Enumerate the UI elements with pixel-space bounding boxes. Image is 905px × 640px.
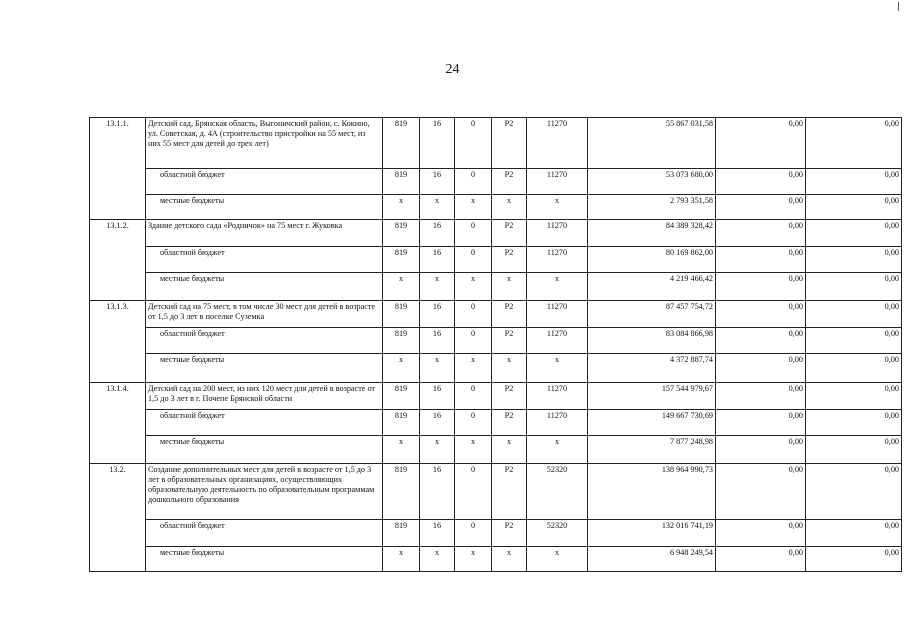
item-name: местные бюджеты [146,436,383,464]
amount-cell: 157 544 979,67 [588,383,716,410]
item-name: местные бюджеты [146,273,383,301]
budget-code-cell: P2 [492,464,527,520]
amount-cell: 80 169 862,00 [588,247,716,273]
budget-code-cell: P2 [492,301,527,328]
amount-cell: 0,00 [806,195,902,220]
budget-code-cell: 0 [455,520,492,547]
budget-code-cell: P2 [492,220,527,247]
page-number: 24 [445,62,460,77]
amount-cell: 7 877 248,98 [588,436,716,464]
item-name: местные бюджеты [146,547,383,572]
budget-code-cell: 16 [420,247,455,273]
budget-code-cell: 0 [455,220,492,247]
budget-code-cell: 0 [455,464,492,520]
amount-cell: 55 867 031,58 [588,118,716,169]
budget-code-cell: P2 [492,383,527,410]
amount-cell: 0,00 [716,301,806,328]
budget-code-cell: x [420,436,455,464]
budget-code-cell: 0 [455,247,492,273]
amount-cell: 0,00 [806,301,902,328]
budget-code-cell: x [492,273,527,301]
amount-cell: 0,00 [716,436,806,464]
item-name: Детский сад на 75 мест, в том числе 30 мест для детей в возрасте от 1,5 до 3 лет в поселке Суземка [146,301,383,328]
budget-code-cell: x [420,273,455,301]
budget-code-cell: x [420,195,455,220]
budget-code-cell: 11270 [527,383,588,410]
budget-code-cell: 11270 [527,220,588,247]
table-row-subitem [90,520,902,547]
amount-cell: 0,00 [716,273,806,301]
amount-cell: 0,00 [806,273,902,301]
item-name: Создание дополнительных мест для детей в возрасте от 1,5 до 3 лет в образовательных организациях, осуществляющих образовательную деятельность по образовательным программам дошкольного образования [146,464,383,520]
budget-code-cell: x [383,547,420,572]
budget-code-cell: x [527,354,588,383]
budget-code-cell: x [455,195,492,220]
budget-code-cell: 819 [383,464,420,520]
budget-code-cell: x [383,273,420,301]
item-number: 13.1.4. [90,383,146,464]
budget-code-cell: 16 [420,520,455,547]
budget-code-cell: 819 [383,328,420,354]
item-number: 13.1.2. [90,220,146,301]
budget-code-cell: 0 [455,328,492,354]
budget-code-cell: 0 [455,118,492,169]
budget-code-cell: 16 [420,118,455,169]
table-row-subitem [90,195,902,220]
budget-code-cell: 52320 [527,464,588,520]
table-row-item [90,464,902,520]
amount-cell: 149 667 730,69 [588,410,716,436]
item-name: Здание детского сада «Родничок» на 75 мест г. Жуковка [146,220,383,247]
amount-cell: 0,00 [806,520,902,547]
amount-cell: 0,00 [806,354,902,383]
table-row-item [90,383,902,410]
budget-code-cell: 819 [383,118,420,169]
budget-code-cell: x [455,547,492,572]
budget-code-cell: 819 [383,520,420,547]
budget-code-cell: 16 [420,464,455,520]
budget-code-cell: 819 [383,383,420,410]
amount-cell: 0,00 [806,436,902,464]
budget-code-cell: x [455,436,492,464]
budget-code-cell: 52320 [527,520,588,547]
item-name: местные бюджеты [146,195,383,220]
budget-code-cell: P2 [492,169,527,195]
amount-cell: 4 372 887,74 [588,354,716,383]
budget-code-cell: 819 [383,220,420,247]
budget-code-cell: x [383,354,420,383]
budget-code-cell: 0 [455,383,492,410]
budget-code-cell: 819 [383,301,420,328]
budget-code-cell: 819 [383,247,420,273]
budget-table [89,117,902,572]
amount-cell: 0,00 [806,169,902,195]
amount-cell: 0,00 [716,169,806,195]
table-row-item [90,220,902,247]
table-row-subitem [90,436,902,464]
amount-cell: 0,00 [716,195,806,220]
item-name: областной бюджет [146,520,383,547]
budget-code-cell: 16 [420,301,455,328]
amount-cell: 0,00 [716,354,806,383]
amount-cell: 0,00 [806,547,902,572]
amount-cell: 83 084 866,98 [588,328,716,354]
amount-cell: 53 073 680,00 [588,169,716,195]
amount-cell: 0,00 [806,220,902,247]
budget-code-cell: 819 [383,169,420,195]
budget-code-cell: 819 [383,410,420,436]
budget-code-cell: 11270 [527,247,588,273]
budget-code-cell: 11270 [527,410,588,436]
budget-code-cell: x [492,195,527,220]
budget-code-cell: P2 [492,520,527,547]
amount-cell: 0,00 [716,118,806,169]
amount-cell: 0,00 [806,410,902,436]
budget-code-cell: 16 [420,328,455,354]
table-row-item [90,301,902,328]
table-row-subitem [90,547,902,572]
item-number: 13.1.3. [90,301,146,383]
budget-code-cell: x [492,436,527,464]
amount-cell: 0,00 [716,547,806,572]
budget-code-cell: x [492,354,527,383]
budget-code-cell: 11270 [527,301,588,328]
budget-code-cell: P2 [492,410,527,436]
amount-cell: 6 948 249,54 [588,547,716,572]
amount-cell: 0,00 [716,464,806,520]
amount-cell: 0,00 [806,247,902,273]
budget-code-cell: x [492,547,527,572]
budget-code-cell: 16 [420,220,455,247]
amount-cell: 138 964 990,73 [588,464,716,520]
budget-code-cell: x [527,547,588,572]
budget-code-cell: 0 [455,301,492,328]
budget-code-cell: P2 [492,118,527,169]
amount-cell: 0,00 [716,410,806,436]
table-row-subitem [90,273,902,301]
budget-code-cell: P2 [492,247,527,273]
budget-code-cell: x [527,273,588,301]
amount-cell: 2 793 351,58 [588,195,716,220]
budget-code-cell: x [455,273,492,301]
amount-cell: 0,00 [716,247,806,273]
budget-code-cell: x [527,436,588,464]
budget-code-cell: P2 [492,328,527,354]
item-name: местные бюджеты [146,354,383,383]
item-name: областной бюджет [146,169,383,195]
table-row-subitem [90,354,902,383]
budget-code-cell: x [420,354,455,383]
budget-code-cell: 16 [420,169,455,195]
budget-code-cell: 0 [455,410,492,436]
item-name: Детский сад, Брянская область, Выгоничский район, с. Кокино, ул. Советская, д. 4А (строительство пристройки на 55 мест, из них 55 мест для детей до трех лет) [146,118,383,169]
item-number: 13.2. [90,464,146,572]
budget-code-cell: x [455,354,492,383]
amount-cell: 0,00 [806,383,902,410]
table-row-item [90,118,902,169]
amount-cell: 0,00 [716,383,806,410]
budget-code-cell: x [527,195,588,220]
amount-cell: 0,00 [806,464,902,520]
amount-cell: 87 457 754,72 [588,301,716,328]
item-name: Детский сад на 200 мест, из них 120 мест для детей в возрасте от 1,5 до 3 лет в г. Почепе Брянской области [146,383,383,410]
table-row-subitem [90,410,902,436]
budget-code-cell: 16 [420,383,455,410]
amount-cell: 0,00 [806,118,902,169]
budget-table-body [90,118,902,572]
scan-edge-mark [898,2,899,11]
table-row-subitem [90,328,902,354]
budget-code-cell: 16 [420,410,455,436]
budget-code-cell: 11270 [527,328,588,354]
amount-cell: 0,00 [716,220,806,247]
table-row-subitem [90,247,902,273]
amount-cell: 0,00 [716,520,806,547]
budget-code-cell: 11270 [527,118,588,169]
amount-cell: 0,00 [806,328,902,354]
item-name: областной бюджет [146,247,383,273]
budget-code-cell: x [420,547,455,572]
amount-cell: 84 389 328,42 [588,220,716,247]
budget-code-cell: 0 [455,169,492,195]
budget-code-cell: x [383,195,420,220]
amount-cell: 132 016 741,19 [588,520,716,547]
amount-cell: 4 219 466,42 [588,273,716,301]
item-name: областной бюджет [146,410,383,436]
budget-code-cell: x [383,436,420,464]
budget-code-cell: 11270 [527,169,588,195]
item-name: областной бюджет [146,328,383,354]
table-row-subitem [90,169,902,195]
amount-cell: 0,00 [716,328,806,354]
item-number: 13.1.1. [90,118,146,220]
